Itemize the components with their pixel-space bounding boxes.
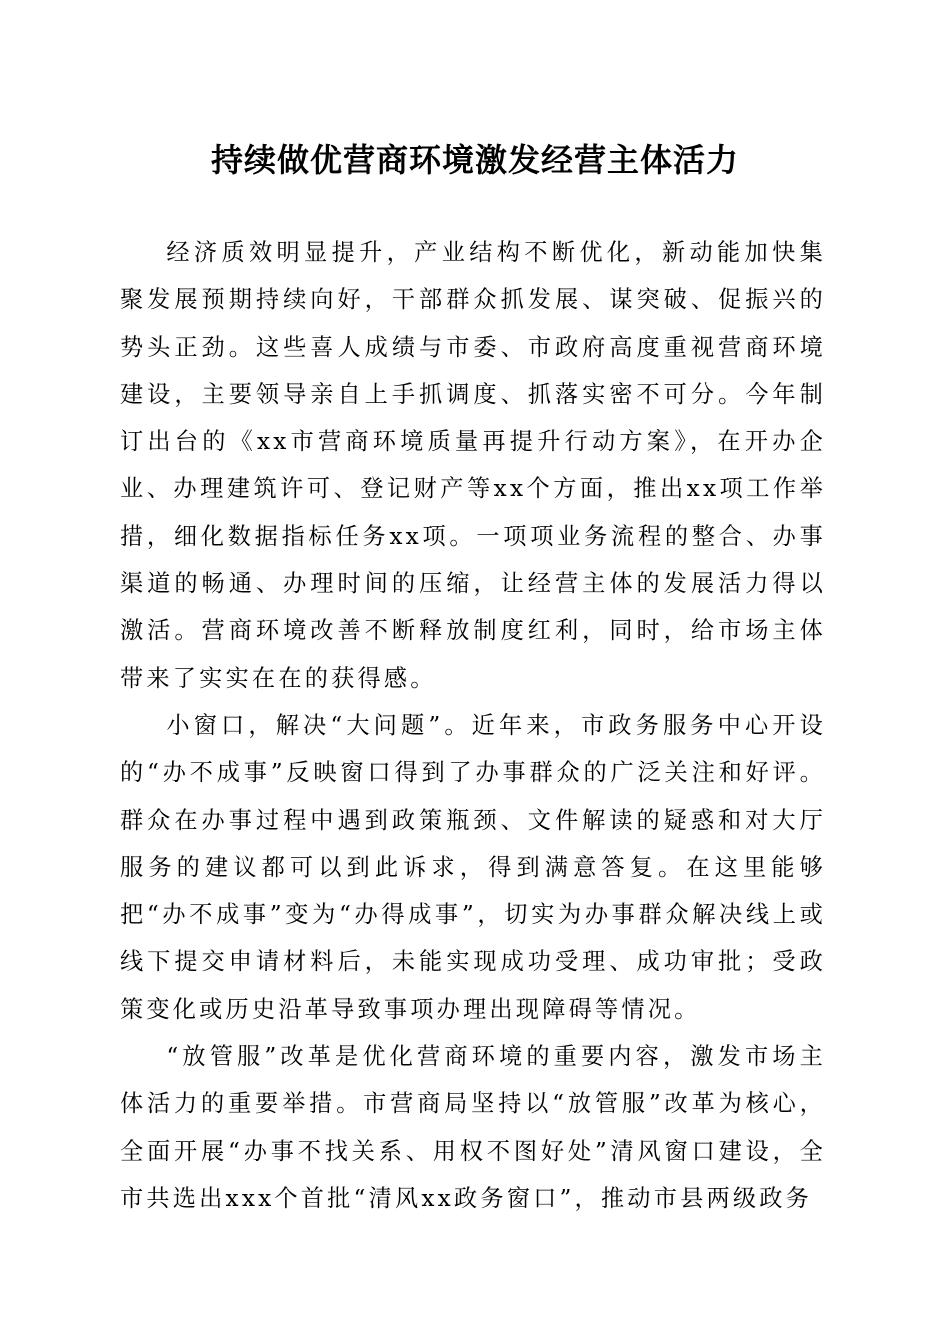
paragraph-2: 小窗口，解决“大问题”。近年来，市政务服务中心开设的“办不成事”反映窗口得到了办事群众的广泛关注和好评。群众在办事过程中遇到政策瓶颈、文件解读的疑惑和对大厅服务的建议都可以到此诉求，得到满意答复。在这里能够把“办不成事”变为“办得成事”，切实为办事群众解决线上或线下提交申请材料后，未能实现成功受理、成功审批；受政策变化或历史沿革导致事项办理出现障碍等情况。 xyxy=(120,711,826,1023)
paragraph-3: “放管服”改革是优化营商环境的重要内容，激发市场主体活力的重要举措。市营商局坚持以“放管服”改革为核心，全面开展“办事不找关系、用权不图好处”清风窗口建设，全市共选出xxx个首批“清风xx政务窗口”，推动市县两级政务 xyxy=(120,1043,826,1212)
document-title: 持续做优营商环境激发经营主体活力 xyxy=(210,141,739,179)
document-body xyxy=(120,229,826,1222)
paragraph-1: 经济质效明显提升，产业结构不断优化，新动能加快集聚发展预期持续向好，干部群众抓发展、谋突破、促振兴的势头正劲。这些喜人成绩与市委、市政府高度重视营商环境建设，主要领导亲自上手抓调度、抓落实密不可分。今年制订出台的《xx市营商环境质量再提升行动方案》，在开办企业、办理建筑许可、登记财产等xx个方面，推出xx项工作举措，细化数据指标任务xx项。一项项业务流程的整合、办事渠道的畅通、办理时间的压缩，让经营主体的发展活力得以激活。营商环境改善不断释放制度红利，同时，给市场主体带来了实实在在的获得感。 xyxy=(120,239,826,692)
